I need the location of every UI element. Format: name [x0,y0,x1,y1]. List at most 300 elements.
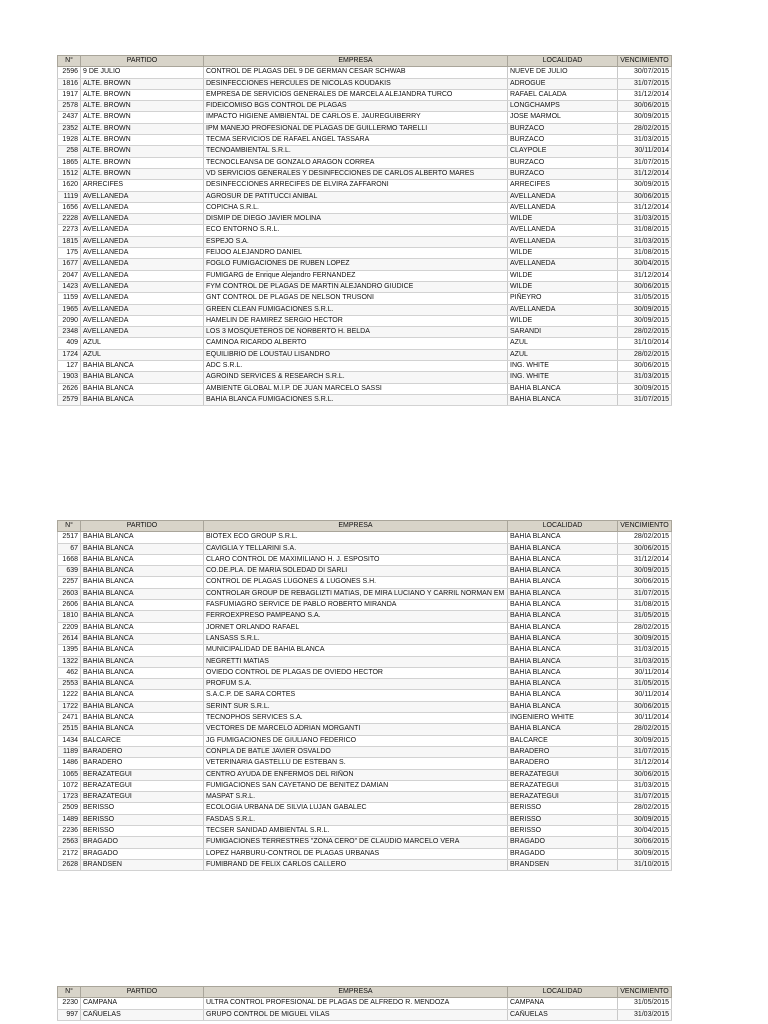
cell-partido: AZUL [81,349,204,360]
cell-vencimiento: 30/06/2015 [618,543,672,554]
cell-empresa: EQUILIBRIO DE LOUSTAU LISANDRO [204,349,508,360]
cell-partido: BAHIA BLANCA [81,361,204,372]
table-row [58,202,672,213]
cell-numero: 1119 [58,191,81,202]
cell-numero: 2579 [58,394,81,405]
cell-empresa: DISMIP DE DIEGO JAVIER MOLINA [204,214,508,225]
cell-localidad: BAHIA BLANCA [508,690,618,701]
cell-localidad: AZUL [508,338,618,349]
cell-partido: BAHIA BLANCA [81,554,204,565]
cell-partido: BAHIA BLANCA [81,611,204,622]
header-partido: PARTIDO [81,987,204,998]
cell-numero: 997 [58,1009,81,1020]
header-empresa: EMPRESA [204,521,508,532]
cell-empresa: DESINFECCIONES ARRECIFES DE ELVIRA ZAFFARONI [204,180,508,191]
header-partido: PARTIDO [81,56,204,67]
cell-partido: BAHIA BLANCA [81,588,204,599]
table-row [58,667,672,678]
cell-vencimiento: 30/11/2014 [618,667,672,678]
cell-localidad: BAHIA BLANCA [508,667,618,678]
table-row [58,191,672,202]
cell-numero: 639 [58,566,81,577]
cell-empresa: FYM CONTROL DE PLAGAS DE MARTIN ALEJANDRO GIUDICE [204,281,508,292]
cell-empresa: GNT CONTROL DE PLAGAS DE NELSON TRUSONI [204,293,508,304]
table-row [58,554,672,565]
cell-localidad: AVELLANEDA [508,304,618,315]
cell-localidad: BRAGADO [508,837,618,848]
cell-localidad: BAHIA BLANCA [508,577,618,588]
cell-vencimiento: 31/03/2015 [618,645,672,656]
table-row [58,758,672,769]
table-row [58,543,672,554]
table-row [58,338,672,349]
cell-partido: ALTE. BROWN [81,146,204,157]
cell-empresa: CAMINOA RICARDO ALBERTO [204,338,508,349]
table-row [58,361,672,372]
table-row [58,735,672,746]
table-row [58,112,672,123]
cell-localidad: BAHIA BLANCA [508,394,618,405]
cell-localidad: RAFAEL CALADA [508,89,618,100]
cell-partido: AVELLANEDA [81,293,204,304]
header-empresa: EMPRESA [204,56,508,67]
table-row [58,281,672,292]
cell-numero: 1189 [58,746,81,757]
cell-localidad: ING. WHITE [508,361,618,372]
cell-empresa: FUMIGACIONES SAN CAYETANO DE BENITEZ DAMIAN [204,780,508,791]
cell-empresa: FEIJOO ALEJANDRO DANIEL [204,248,508,259]
cell-vencimiento: 31/07/2015 [618,157,672,168]
table-row [58,394,672,405]
cell-numero: 2090 [58,315,81,326]
header-numero: N° [58,56,81,67]
table-row [58,690,672,701]
header-vencimiento: VENCIMIENTO [618,56,672,67]
cell-empresa: LANSASS S.R.L. [204,633,508,644]
cell-numero: 1677 [58,259,81,270]
cell-partido: ARRECIFES [81,180,204,191]
cell-localidad: BERISSO [508,803,618,814]
cell-partido: AVELLANEDA [81,327,204,338]
cell-numero: 1965 [58,304,81,315]
cell-vencimiento: 30/06/2015 [618,281,672,292]
cell-partido: BAHIA BLANCA [81,532,204,543]
cell-numero: 1724 [58,349,81,360]
table-row [58,123,672,134]
cell-localidad: BAHIA BLANCA [508,724,618,735]
header-localidad: LOCALIDAD [508,987,618,998]
cell-partido: ALTE. BROWN [81,157,204,168]
cell-partido: BAHIA BLANCA [81,633,204,644]
table-row [58,622,672,633]
cell-empresa: VD SERVICIOS GENERALES Y DESINFECCIONES DE CARLOS ALBERTO MARES [204,168,508,179]
cell-partido: ALTE. BROWN [81,101,204,112]
table-row [58,998,672,1009]
header-vencimiento: VENCIMIENTO [618,987,672,998]
table-row [58,600,672,611]
cell-localidad: AZUL [508,349,618,360]
cell-vencimiento: 31/12/2014 [618,202,672,213]
cell-localidad: CAMPANA [508,998,618,1009]
header-vencimiento: VENCIMIENTO [618,521,672,532]
cell-numero: 2209 [58,622,81,633]
cell-partido: BERISSO [81,803,204,814]
cell-partido: BARADERO [81,746,204,757]
table-row [58,259,672,270]
cell-vencimiento: 30/11/2014 [618,690,672,701]
cell-vencimiento: 28/02/2015 [618,724,672,735]
table-row [58,372,672,383]
cell-partido: AVELLANEDA [81,315,204,326]
cell-localidad: BAHIA BLANCA [508,656,618,667]
cell-localidad: BERAZATEGUI [508,780,618,791]
table-row [58,1009,672,1020]
table-row [58,792,672,803]
table-header [58,56,672,67]
table-row [58,236,672,247]
cell-numero: 2596 [58,67,81,78]
cell-numero: 1489 [58,814,81,825]
cell-partido: BAHIA BLANCA [81,577,204,588]
cell-vencimiento: 31/03/2015 [618,656,672,667]
cell-vencimiento: 31/07/2015 [618,588,672,599]
cell-localidad: WILDE [508,281,618,292]
cell-partido: BAHIA BLANCA [81,724,204,735]
cell-numero: 1816 [58,78,81,89]
cell-partido: BAHIA BLANCA [81,622,204,633]
cell-partido: BAHIA BLANCA [81,383,204,394]
table-row [58,532,672,543]
cell-partido: BAHIA BLANCA [81,656,204,667]
cell-partido: BERAZATEGUI [81,769,204,780]
cell-empresa: FASDAS S.R.L. [204,814,508,825]
table-header [58,987,672,998]
cell-empresa: S.A.C.P. DE SARA CORTES [204,690,508,701]
table-row [58,679,672,690]
cell-partido: AVELLANEDA [81,191,204,202]
cell-localidad: LONGCHAMPS [508,101,618,112]
cell-numero: 1656 [58,202,81,213]
cell-partido: BAHIA BLANCA [81,543,204,554]
table-row [58,315,672,326]
cell-localidad: BAHIA BLANCA [508,383,618,394]
cell-localidad: BAHIA BLANCA [508,622,618,633]
cell-partido: BAHIA BLANCA [81,372,204,383]
cell-partido: AZUL [81,338,204,349]
cell-partido: BAHIA BLANCA [81,600,204,611]
cell-vencimiento: 28/02/2015 [618,622,672,633]
cell-partido: ALTE. BROWN [81,123,204,134]
cell-numero: 2517 [58,532,81,543]
cell-localidad: BAHIA BLANCA [508,554,618,565]
cell-numero: 1620 [58,180,81,191]
cell-localidad: NUEVE DE JULIO [508,67,618,78]
cell-empresa: ECOLOGIA URBANA DE SILVIA LUJAN GABALEC [204,803,508,814]
cell-vencimiento: 31/05/2015 [618,611,672,622]
cell-empresa: AGROIND SERVICES & RESEARCH S.R.L. [204,372,508,383]
header-numero: N° [58,521,81,532]
cell-localidad: BRANDSEN [508,859,618,870]
cell-vencimiento: 28/02/2015 [618,349,672,360]
cell-empresa: TECNOCLEANSA DE GONZALO ARAGON CORREA [204,157,508,168]
table-row [58,135,672,146]
table-row [58,633,672,644]
table-row [58,293,672,304]
cell-partido: ALTE. BROWN [81,78,204,89]
cell-localidad: SARANDI [508,327,618,338]
cell-partido: BAHIA BLANCA [81,713,204,724]
cell-partido: BAHIA BLANCA [81,394,204,405]
cell-numero: 2172 [58,848,81,859]
cell-localidad: BARADERO [508,746,618,757]
cell-vencimiento: 30/06/2015 [618,361,672,372]
cell-vencimiento: 30/11/2014 [618,146,672,157]
cell-empresa: FASFUMIAGRO SERVICE DE PABLO ROBERTO MIRANDA [204,600,508,611]
cell-partido: ALTE. BROWN [81,89,204,100]
cell-partido: 9 DE JULIO [81,67,204,78]
cell-partido: BERISSO [81,826,204,837]
cell-numero: 1815 [58,236,81,247]
cell-empresa: PROFUM S.A. [204,679,508,690]
cell-partido: BRANDSEN [81,859,204,870]
cell-numero: 2553 [58,679,81,690]
cell-empresa: CO.DE.PLA. DE MARIA SOLEDAD DI SARLI [204,566,508,577]
cell-numero: 1810 [58,611,81,622]
cell-localidad: AVELLANEDA [508,236,618,247]
cell-vencimiento: 31/03/2015 [618,372,672,383]
cell-vencimiento: 31/08/2015 [618,248,672,259]
cell-vencimiento: 30/09/2015 [618,112,672,123]
cell-partido: BAHIA BLANCA [81,566,204,577]
cell-vencimiento: 30/09/2015 [618,304,672,315]
table-row [58,89,672,100]
cell-empresa: SERINT SUR S.R.L. [204,701,508,712]
cell-numero: 2236 [58,826,81,837]
cell-vencimiento: 30/09/2015 [618,735,672,746]
cell-partido: ALTE. BROWN [81,135,204,146]
cell-vencimiento: 31/10/2015 [618,859,672,870]
cell-numero: 1065 [58,769,81,780]
cell-empresa: JORNET ORLANDO RAFAEL [204,622,508,633]
cell-numero: 1722 [58,701,81,712]
records-table-1 [57,55,672,406]
cell-localidad: WILDE [508,248,618,259]
cell-localidad: BAHIA BLANCA [508,566,618,577]
cell-empresa: ULTRA CONTROL PROFESIONAL DE PLAGAS DE ALFREDO R. MENDOZA [204,998,508,1009]
table-row [58,270,672,281]
cell-vencimiento: 30/09/2015 [618,633,672,644]
cell-empresa: LOPEZ HARBURU-CONTROL DE PLAGAS URBANAS [204,848,508,859]
cell-vencimiento: 30/09/2015 [618,383,672,394]
header-partido: PARTIDO [81,521,204,532]
cell-partido: BAHIA BLANCA [81,701,204,712]
cell-numero: 127 [58,361,81,372]
cell-localidad: BAHIA BLANCA [508,588,618,599]
table-row [58,304,672,315]
cell-partido: AVELLANEDA [81,236,204,247]
cell-partido: BRAGADO [81,848,204,859]
cell-localidad: BURZACO [508,157,618,168]
cell-localidad: BAHIA BLANCA [508,532,618,543]
cell-vencimiento: 30/09/2015 [618,848,672,859]
cell-localidad: AVELLANEDA [508,191,618,202]
table-row [58,724,672,735]
table-row [58,327,672,338]
cell-localidad: BAHIA BLANCA [508,600,618,611]
table-row [58,67,672,78]
cell-numero: 2348 [58,327,81,338]
cell-localidad: ARRECIFES [508,180,618,191]
table-row [58,168,672,179]
cell-numero: 2606 [58,600,81,611]
cell-numero: 67 [58,543,81,554]
cell-numero: 2628 [58,859,81,870]
cell-vencimiento: 30/11/2014 [618,713,672,724]
cell-numero: 1395 [58,645,81,656]
table-row [58,157,672,168]
cell-localidad: BARADERO [508,758,618,769]
table-row [58,713,672,724]
cell-numero: 1072 [58,780,81,791]
cell-numero: 1222 [58,690,81,701]
cell-localidad: AVELLANEDA [508,202,618,213]
cell-empresa: CONTROLAR GROUP DE REBAGLIZTI MATIAS, DE MIRA LUCIANO Y CARRIL NORMAN EM [204,588,508,599]
cell-vencimiento: 30/04/2015 [618,826,672,837]
cell-empresa: ADC S.R.L. [204,361,508,372]
cell-empresa: FUMIBRAND DE FELIX CARLOS CALLERO [204,859,508,870]
cell-empresa: ESPEJO S.A. [204,236,508,247]
cell-empresa: CONPLA DE BATLE JAVIER OSVALDO [204,746,508,757]
cell-partido: AVELLANEDA [81,304,204,315]
cell-empresa: FERROEXPRESO PAMPEANO S.A. [204,611,508,622]
cell-localidad: BERISSO [508,814,618,825]
cell-vencimiento: 30/04/2015 [618,259,672,270]
cell-partido: BALCARCE [81,735,204,746]
cell-localidad: WILDE [508,315,618,326]
cell-vencimiento: 31/03/2015 [618,780,672,791]
cell-partido: BARADERO [81,758,204,769]
table-row [58,349,672,360]
cell-vencimiento: 31/12/2014 [618,554,672,565]
table-row [58,180,672,191]
cell-vencimiento: 31/05/2015 [618,679,672,690]
cell-partido: AVELLANEDA [81,214,204,225]
table-row [58,248,672,259]
table-row [58,383,672,394]
cell-empresa: FUMIGARG de Enrique Alejandro FERNANDEZ [204,270,508,281]
cell-vencimiento: 31/10/2014 [618,338,672,349]
table-row [58,214,672,225]
cell-empresa: AGROSUR DE PATITUCCI ANIBAL [204,191,508,202]
table-row [58,225,672,236]
table-row [58,837,672,848]
cell-localidad: BAHIA BLANCA [508,679,618,690]
table-row [58,577,672,588]
table-row [58,769,672,780]
table-row [58,566,672,577]
cell-numero: 1917 [58,89,81,100]
cell-numero: 2257 [58,577,81,588]
cell-vencimiento: 31/03/2015 [618,135,672,146]
cell-empresa: MUNICIPALIDAD DE BAHIA BLANCA [204,645,508,656]
cell-empresa: IMPACTO HIGIENE AMBIENTAL DE CARLOS E. JAUREGUIBERRY [204,112,508,123]
cell-empresa: HAMELIN DE RAMIREZ SERGIO HECTOR [204,315,508,326]
table-row [58,859,672,870]
cell-partido: BAHIA BLANCA [81,690,204,701]
cell-numero: 1723 [58,792,81,803]
cell-localidad: CAÑUELAS [508,1009,618,1020]
cell-vencimiento: 30/06/2015 [618,577,672,588]
cell-partido: AVELLANEDA [81,225,204,236]
cell-localidad: INGENIERO WHITE [508,713,618,724]
table-row [58,814,672,825]
cell-empresa: VECTORES DE MARCELO ADRIAN MORGANTI [204,724,508,735]
cell-vencimiento: 30/09/2015 [618,566,672,577]
table-row [58,701,672,712]
cell-numero: 2352 [58,123,81,134]
cell-vencimiento: 30/06/2015 [618,191,672,202]
header-numero: N° [58,987,81,998]
cell-partido: AVELLANEDA [81,270,204,281]
table-row [58,645,672,656]
cell-localidad: ING. WHITE [508,372,618,383]
cell-numero: 2471 [58,713,81,724]
cell-vencimiento: 31/05/2015 [618,998,672,1009]
cell-numero: 1865 [58,157,81,168]
cell-numero: 2230 [58,998,81,1009]
cell-empresa: CONTROL DE PLAGAS LUGONES & LUGONES S.H. [204,577,508,588]
cell-numero: 2047 [58,270,81,281]
cell-localidad: BURZACO [508,135,618,146]
cell-localidad: BAHIA BLANCA [508,543,618,554]
cell-vencimiento: 31/12/2014 [618,89,672,100]
table-row [58,78,672,89]
cell-numero: 175 [58,248,81,259]
cell-partido: BERISSO [81,814,204,825]
cell-numero: 1322 [58,656,81,667]
cell-empresa: TECNOAMBIENTAL S.R.L. [204,146,508,157]
cell-empresa: EMPRESA DE SERVICIOS GENERALES DE MARCELA ALEJANDRA TURCO [204,89,508,100]
cell-localidad: BERISSO [508,826,618,837]
cell-numero: 2273 [58,225,81,236]
records-table-2 [57,520,672,871]
cell-numero: 2437 [58,112,81,123]
cell-partido: BERAZATEGUI [81,792,204,803]
cell-numero: 1668 [58,554,81,565]
cell-vencimiento: 30/06/2015 [618,101,672,112]
table-row [58,803,672,814]
table-row [58,746,672,757]
cell-localidad: CLAYPOLE [508,146,618,157]
cell-vencimiento: 31/07/2015 [618,746,672,757]
cell-empresa: TECMA SERVICIOS DE RAFAEL ANGEL TASSARA [204,135,508,146]
header-localidad: LOCALIDAD [508,521,618,532]
table-row [58,848,672,859]
cell-numero: 2614 [58,633,81,644]
cell-partido: ALTE. BROWN [81,168,204,179]
cell-vencimiento: 31/03/2015 [618,214,672,225]
cell-empresa: CLARO CONTROL DE MAXIMILIANO H. J. ESPOSITO [204,554,508,565]
table-row [58,588,672,599]
cell-numero: 2626 [58,383,81,394]
cell-partido: CAÑUELAS [81,1009,204,1020]
cell-empresa: AMBIENTE GLOBAL M.I.P. DE JUAN MARCELO SASSI [204,383,508,394]
cell-partido: CAMPANA [81,998,204,1009]
cell-vencimiento: 31/08/2015 [618,225,672,236]
cell-vencimiento: 30/09/2015 [618,180,672,191]
cell-empresa: CAVIGLIA Y TELLARINI S.A. [204,543,508,554]
cell-partido: AVELLANEDA [81,202,204,213]
